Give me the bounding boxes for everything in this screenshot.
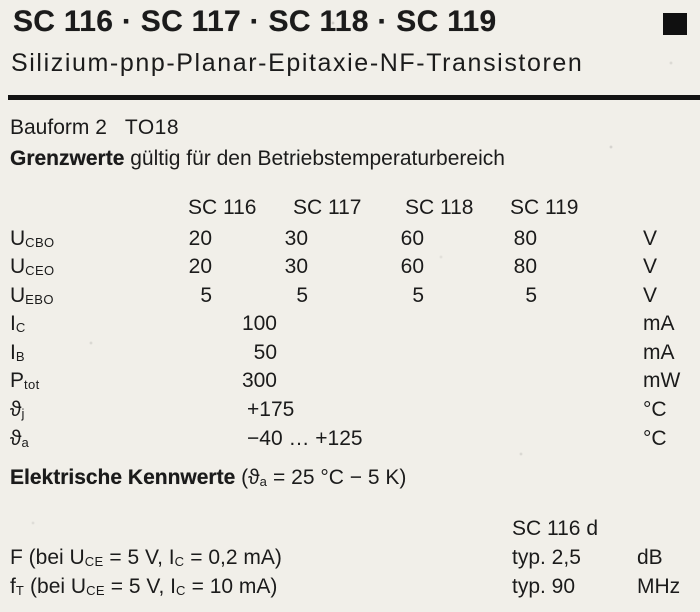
limit-row-uebo <box>0 284 700 310</box>
electrical-heading-bold: Elektrische Kennwerte <box>10 466 236 489</box>
symbol-subscript: a <box>21 435 30 451</box>
limit-value: 30 <box>284 255 308 278</box>
condition-text: = 5 V, I <box>103 546 175 569</box>
unit-label: °C <box>643 398 667 421</box>
limit-value: 60 <box>400 227 424 250</box>
limit-row-ib <box>0 341 700 367</box>
limit-row-theta-j <box>0 398 700 424</box>
column-header-sc117: SC 117 <box>293 196 362 219</box>
electrical-row-transit-frequency <box>0 575 700 601</box>
column-header-sc116: SC 116 <box>188 196 257 219</box>
limit-value: 5 <box>296 284 308 307</box>
symbol: ϑ <box>10 398 22 421</box>
typical-value: typ. 2,5 <box>512 546 581 569</box>
row-label <box>10 341 25 365</box>
unit-label: °C <box>643 427 667 450</box>
limit-value: 5 <box>412 284 424 307</box>
symbol-subscript: B <box>15 349 25 365</box>
condition-subscript: C <box>175 583 186 599</box>
unit-label: V <box>643 227 658 250</box>
row-label <box>10 255 55 279</box>
limit-value: 60 <box>400 255 424 278</box>
unit-label: mA <box>643 312 675 335</box>
electrical-row-noise-figure <box>0 546 700 572</box>
condition-text: = 10 mA) <box>185 575 278 598</box>
unit-label: V <box>643 284 658 307</box>
symbol-subscript: CEO <box>25 263 55 279</box>
symbol: U <box>10 255 26 278</box>
limit-value: 80 <box>513 227 537 250</box>
symbol: ϑ <box>10 427 22 450</box>
symbol-subscript: T <box>15 583 25 599</box>
symbol-subscript: C <box>15 320 26 336</box>
unit-label: MHz <box>637 575 681 598</box>
row-label <box>10 312 26 336</box>
unit-label: mA <box>643 341 675 364</box>
symbol: U <box>10 227 26 250</box>
row-label <box>10 284 54 308</box>
symbol-subscript: tot <box>24 377 40 393</box>
package-label: Bauform 2 <box>10 116 107 139</box>
electrical-column-header: SC 116 d <box>512 517 598 540</box>
limit-value-common: 100 <box>241 312 277 335</box>
limit-row-ptot <box>0 369 700 395</box>
column-header-sc118: SC 118 <box>405 196 474 219</box>
limit-value-common: +175 <box>247 398 295 421</box>
condition-subscript: CE <box>86 583 105 599</box>
row-label <box>10 398 25 422</box>
symbol-subscript: EBO <box>25 292 54 308</box>
limit-value: 20 <box>188 255 212 278</box>
limit-value-common: 50 <box>253 341 277 364</box>
electrical-heading <box>10 466 406 490</box>
corner-square-mark <box>663 13 687 35</box>
limit-value: 5 <box>525 284 537 307</box>
symbol: F <box>10 546 23 569</box>
limit-row-theta-a <box>0 427 700 453</box>
limit-value: 20 <box>188 227 212 250</box>
unit-label: dB <box>637 546 663 569</box>
condition-subscript: CE <box>84 554 104 570</box>
limit-value: 30 <box>284 227 308 250</box>
symbol-subscript: CBO <box>25 235 55 251</box>
condition-text: (bei U <box>22 546 85 569</box>
header-divider <box>8 95 700 100</box>
symbol: U <box>10 284 26 307</box>
parameter-label <box>10 546 282 570</box>
limit-row-ucbo <box>0 227 700 253</box>
symbol-subscript: j <box>21 406 25 422</box>
row-label <box>10 369 40 393</box>
condition-text: = 5 V, I <box>104 575 176 598</box>
unit-label: V <box>643 255 658 278</box>
symbol: P <box>10 369 25 392</box>
package-value: TO18 <box>124 116 180 139</box>
limit-value: 80 <box>513 255 537 278</box>
condition-text: = 25 °C − 5 K) <box>267 466 407 489</box>
page-title: SC 116 · SC 117 · SC 118 · SC 119 <box>13 5 497 38</box>
column-header-sc119: SC 119 <box>510 196 579 219</box>
condition-subscript: a <box>259 474 268 490</box>
limit-value: 5 <box>200 284 212 307</box>
typical-value: typ. 90 <box>512 575 576 598</box>
row-label <box>10 427 29 451</box>
condition-text: (bei U <box>24 575 87 598</box>
condition-text: = 0,2 mA) <box>184 546 282 569</box>
limit-value-common: 300 <box>241 369 277 392</box>
row-label <box>10 227 55 251</box>
symbol: I <box>10 312 16 335</box>
limit-value-common: −40 … +125 <box>247 427 363 450</box>
limits-heading-bold: Grenzwerte <box>10 147 125 170</box>
condition-subscript: C <box>174 554 185 570</box>
page-subtitle: Silizium-pnp-Planar-Epitaxie-NF-Transistoren <box>11 49 584 77</box>
parameter-label <box>10 575 277 599</box>
limits-heading <box>10 147 505 171</box>
condition-text: (ϑ <box>235 466 260 489</box>
symbol: I <box>10 341 16 364</box>
unit-label: mW <box>643 369 681 392</box>
symbol: f <box>10 575 16 598</box>
limit-row-ic <box>0 312 700 338</box>
limits-heading-rest: gültig für den Betriebstemperaturbereich <box>124 147 505 170</box>
limit-row-uceo <box>0 255 700 281</box>
package-line <box>10 116 179 140</box>
